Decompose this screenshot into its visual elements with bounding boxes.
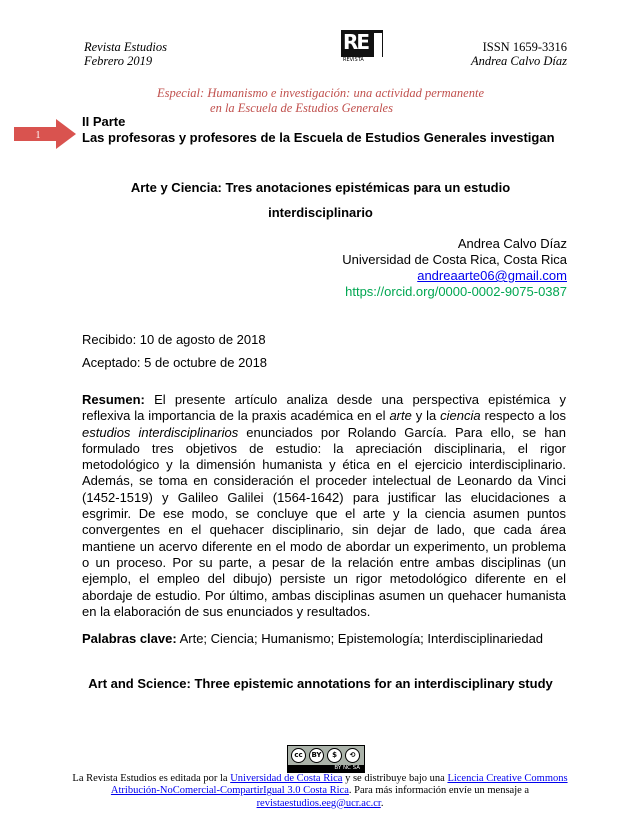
keywords <box>82 631 543 647</box>
keywords-label: Palabras clave: <box>82 631 177 646</box>
logo-caption: REVISTA <box>341 57 383 64</box>
abstract-term-ciencia: ciencia <box>440 408 481 424</box>
creative-commons-badge[interactable] <box>287 745 365 773</box>
by-icon: BY <box>309 748 324 763</box>
footer-text-4: . <box>380 797 384 809</box>
author-orcid-link[interactable]: https://orcid.org/0000-0002-9075-0387 <box>345 284 567 299</box>
abstract-label: Resumen: <box>82 392 145 407</box>
footer-text-3: . Para más información envíe un mensaje a <box>348 785 530 797</box>
special-line-1: Especial: Humanismo e investigación: una actividad permanente <box>156 86 484 100</box>
license-footer <box>60 773 580 810</box>
abstract-term-arte: arte <box>389 408 412 424</box>
author-email-link[interactable]: andreaarte06@gmail.com <box>417 268 567 283</box>
logo-bar <box>374 33 382 57</box>
part-label: II Parte <box>82 114 126 129</box>
journal-header-left <box>84 40 167 68</box>
footnote-arrow-icon <box>14 119 76 149</box>
abstract <box>82 392 566 620</box>
abstract-text-2: y la <box>411 408 441 424</box>
special-issue-title <box>0 86 641 115</box>
author-affiliation: Universidad de Costa Rica, Costa Rica <box>342 252 567 267</box>
arrow-shape <box>14 119 76 149</box>
header-author: Andrea Calvo Díaz <box>470 54 567 68</box>
journal-logo <box>341 30 383 64</box>
marker-number: 1 <box>35 130 41 141</box>
issue-date: Febrero 2019 <box>84 54 153 68</box>
contact-email-link[interactable]: revistaestudios.eeg@ucr.ac.cr <box>256 797 381 809</box>
abstract-text-4: enunciados por Rolando García. Para ello, se han formulado tres objetivos de estudio: la apreciación disciplinaria, el rigor metodológico y la dimensión humanista y ética en el ejercicio interdisciplinario. Además, se toma en consideración el proceder intelectual de Leonardo da Vinci (1452-1519) y Galileo Galilei (1564-1642) para justificar las elucidaciones a esgrimir. De ese modo, se concluye que el arte y la ciencia asumen puntos convergentes en el quehacer disciplinario, sin dejar de lado, que cada área mantiene un acervo diferente en el modo de abordar un experimento, un problema o un proceso. Por su parte, a pesar de la relación entre ambas disciplinas (un ejemplo, el empleo del dibujo) persiste un rigor metodológico diferente en el abordaje de estudio. Por último, ambas disciplinas asumen un quehacer humanista en la elaboración de sus enunciados y resultados. <box>82 424 566 619</box>
accepted-date: Aceptado: 5 de octubre de 2018 <box>82 355 268 370</box>
author-name: Andrea Calvo Díaz <box>457 236 567 251</box>
abstract-term-estudios: estudios interdisciplinarios <box>82 424 239 440</box>
footer-text-2: y se distribuye bajo una <box>342 773 448 784</box>
issn: ISSN 1659-3316 <box>482 40 567 54</box>
ucr-link[interactable]: Universidad de Costa Rica <box>230 773 343 784</box>
special-line-2: en la Escuela de Estudios Generales <box>210 100 393 115</box>
footer-text-1: La Revista Estudios es editada por la <box>72 773 231 784</box>
abstract-text-3: respecto a los <box>480 408 566 424</box>
license-link[interactable]: Licencia Creative Commons Atribución-NoComercial-CompartirIgual 3.0 Costa Rica <box>110 773 568 797</box>
keywords-list: Arte; Ciencia; Humanismo; Epistemología; Interdisciplinariedad <box>176 631 544 646</box>
cc-icon: cc <box>291 748 306 763</box>
nc-icon: $ <box>327 748 342 763</box>
article-title <box>0 175 641 225</box>
journal-header-right <box>471 40 567 68</box>
journal-name: Revista Estudios <box>84 40 167 54</box>
dates-block <box>82 328 267 374</box>
cc-badge-strip: BY NC SA <box>288 765 364 772</box>
title-line-1: Arte y Ciencia: Tres anotaciones epistémicas para un estudio <box>130 180 511 195</box>
received-date: Recibido: 10 de agosto de 2018 <box>82 332 266 347</box>
english-title: Art and Science: Three epistemic annotations for an interdisciplinary study <box>88 676 553 691</box>
part-heading <box>82 114 555 146</box>
sa-icon: ⟲ <box>345 748 360 763</box>
title-line-2: interdisciplinario <box>268 205 373 220</box>
author-block <box>342 236 567 300</box>
abstract-text-1: El presente artículo analiza desde una perspectiva epistémica y reflexiva la importancia de la praxis académica en el <box>82 392 566 424</box>
logo-letters: RE <box>343 30 369 54</box>
part-title: Las profesoras y profesores de la Escuela de Estudios Generales investigan <box>82 130 555 145</box>
